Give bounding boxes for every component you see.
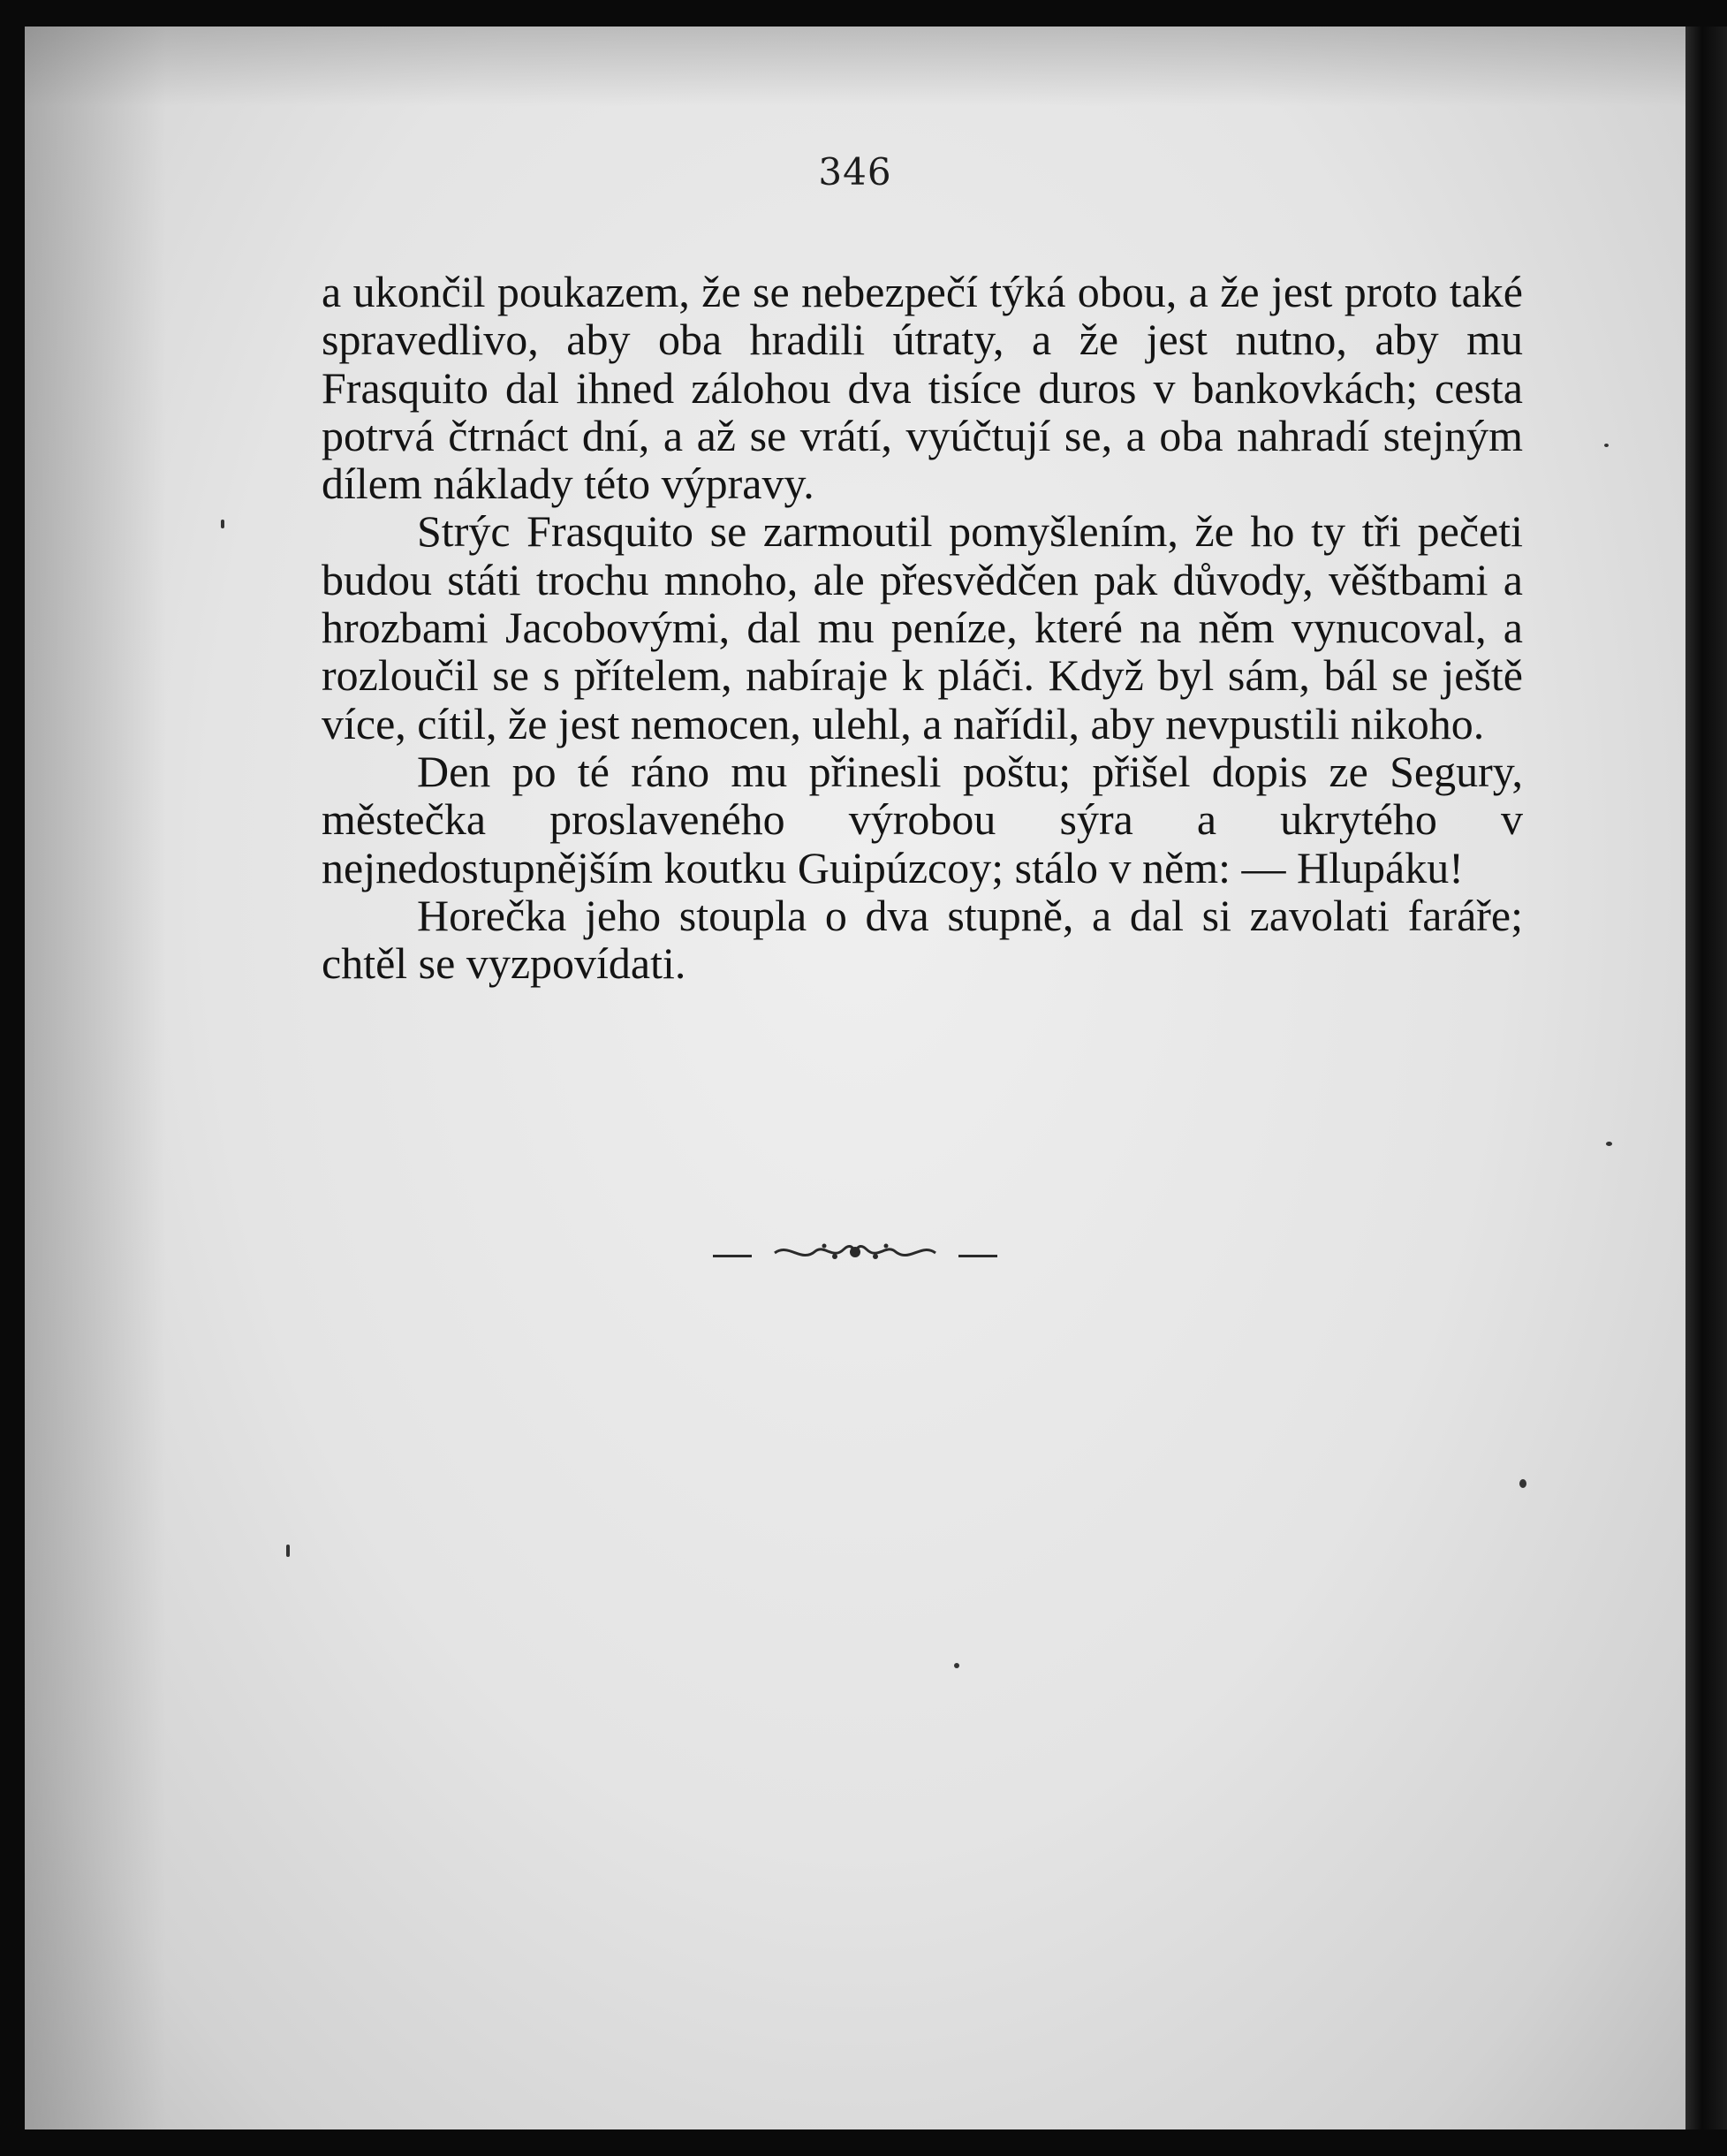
page-number: 346 bbox=[818, 150, 892, 194]
paragraph-2: Strýc Frasquito se zarmoutil pomyšlením, že ho ty tři pečeti budou státi trochu mnoho, ale přesvědčen pak důvody, věštbami a hrozbami Jacobovými, dal mu peníze, které na něm vynucoval, a rozloučil se s přítelem, nabíraje k pláči. Když byl sám, bál se ještě více, cítil, že jest nemocen, ulehl, a nařídil, aby nevpustili nikoho. bbox=[322, 506, 1523, 748]
body-text bbox=[322, 268, 1523, 987]
paragraph-4: Horečka jeho stoupla o dva stupně, a dal si zavolati faráře; chtěl se vyzpovídati. bbox=[322, 890, 1523, 989]
page-right-edge bbox=[1685, 27, 1727, 2129]
book-page bbox=[25, 27, 1685, 2129]
ornament-dash-right bbox=[958, 1255, 997, 1257]
scan-speck bbox=[1606, 1142, 1612, 1146]
printer-ornament-icon bbox=[25, 1237, 1685, 1274]
scan-speck bbox=[286, 1545, 290, 1557]
ornament-flourish bbox=[771, 1237, 939, 1274]
ornament-dash-left bbox=[713, 1255, 752, 1257]
scan-speck bbox=[1604, 444, 1609, 447]
paragraph-3: Den po té ráno mu přinesli poštu; přišel dopis ze Segury, městečka proslaveného výrobou sýra a ukrytého v nejnedostupnějším koutku Guipúzcoy; stálo v něm: — Hlupáku! bbox=[322, 746, 1523, 892]
flourish-icon bbox=[771, 1237, 939, 1267]
scan-speck bbox=[1519, 1479, 1526, 1488]
paragraph-1: a ukončil poukazem, že se nebezpečí týká obou, a že jest proto také spravedlivo, aby oba hradili útraty, a že jest nutno, aby mu Frasquito dal ihned zálohou dva tisíce duros v bankovkách; cesta potrvá čtrnáct dní, a až se vrátí, vyúčtují se, a oba nahradí stejným dílem náklady této výpravy. bbox=[322, 267, 1523, 509]
scan-speck bbox=[221, 520, 224, 528]
scan-speck bbox=[954, 1663, 959, 1668]
